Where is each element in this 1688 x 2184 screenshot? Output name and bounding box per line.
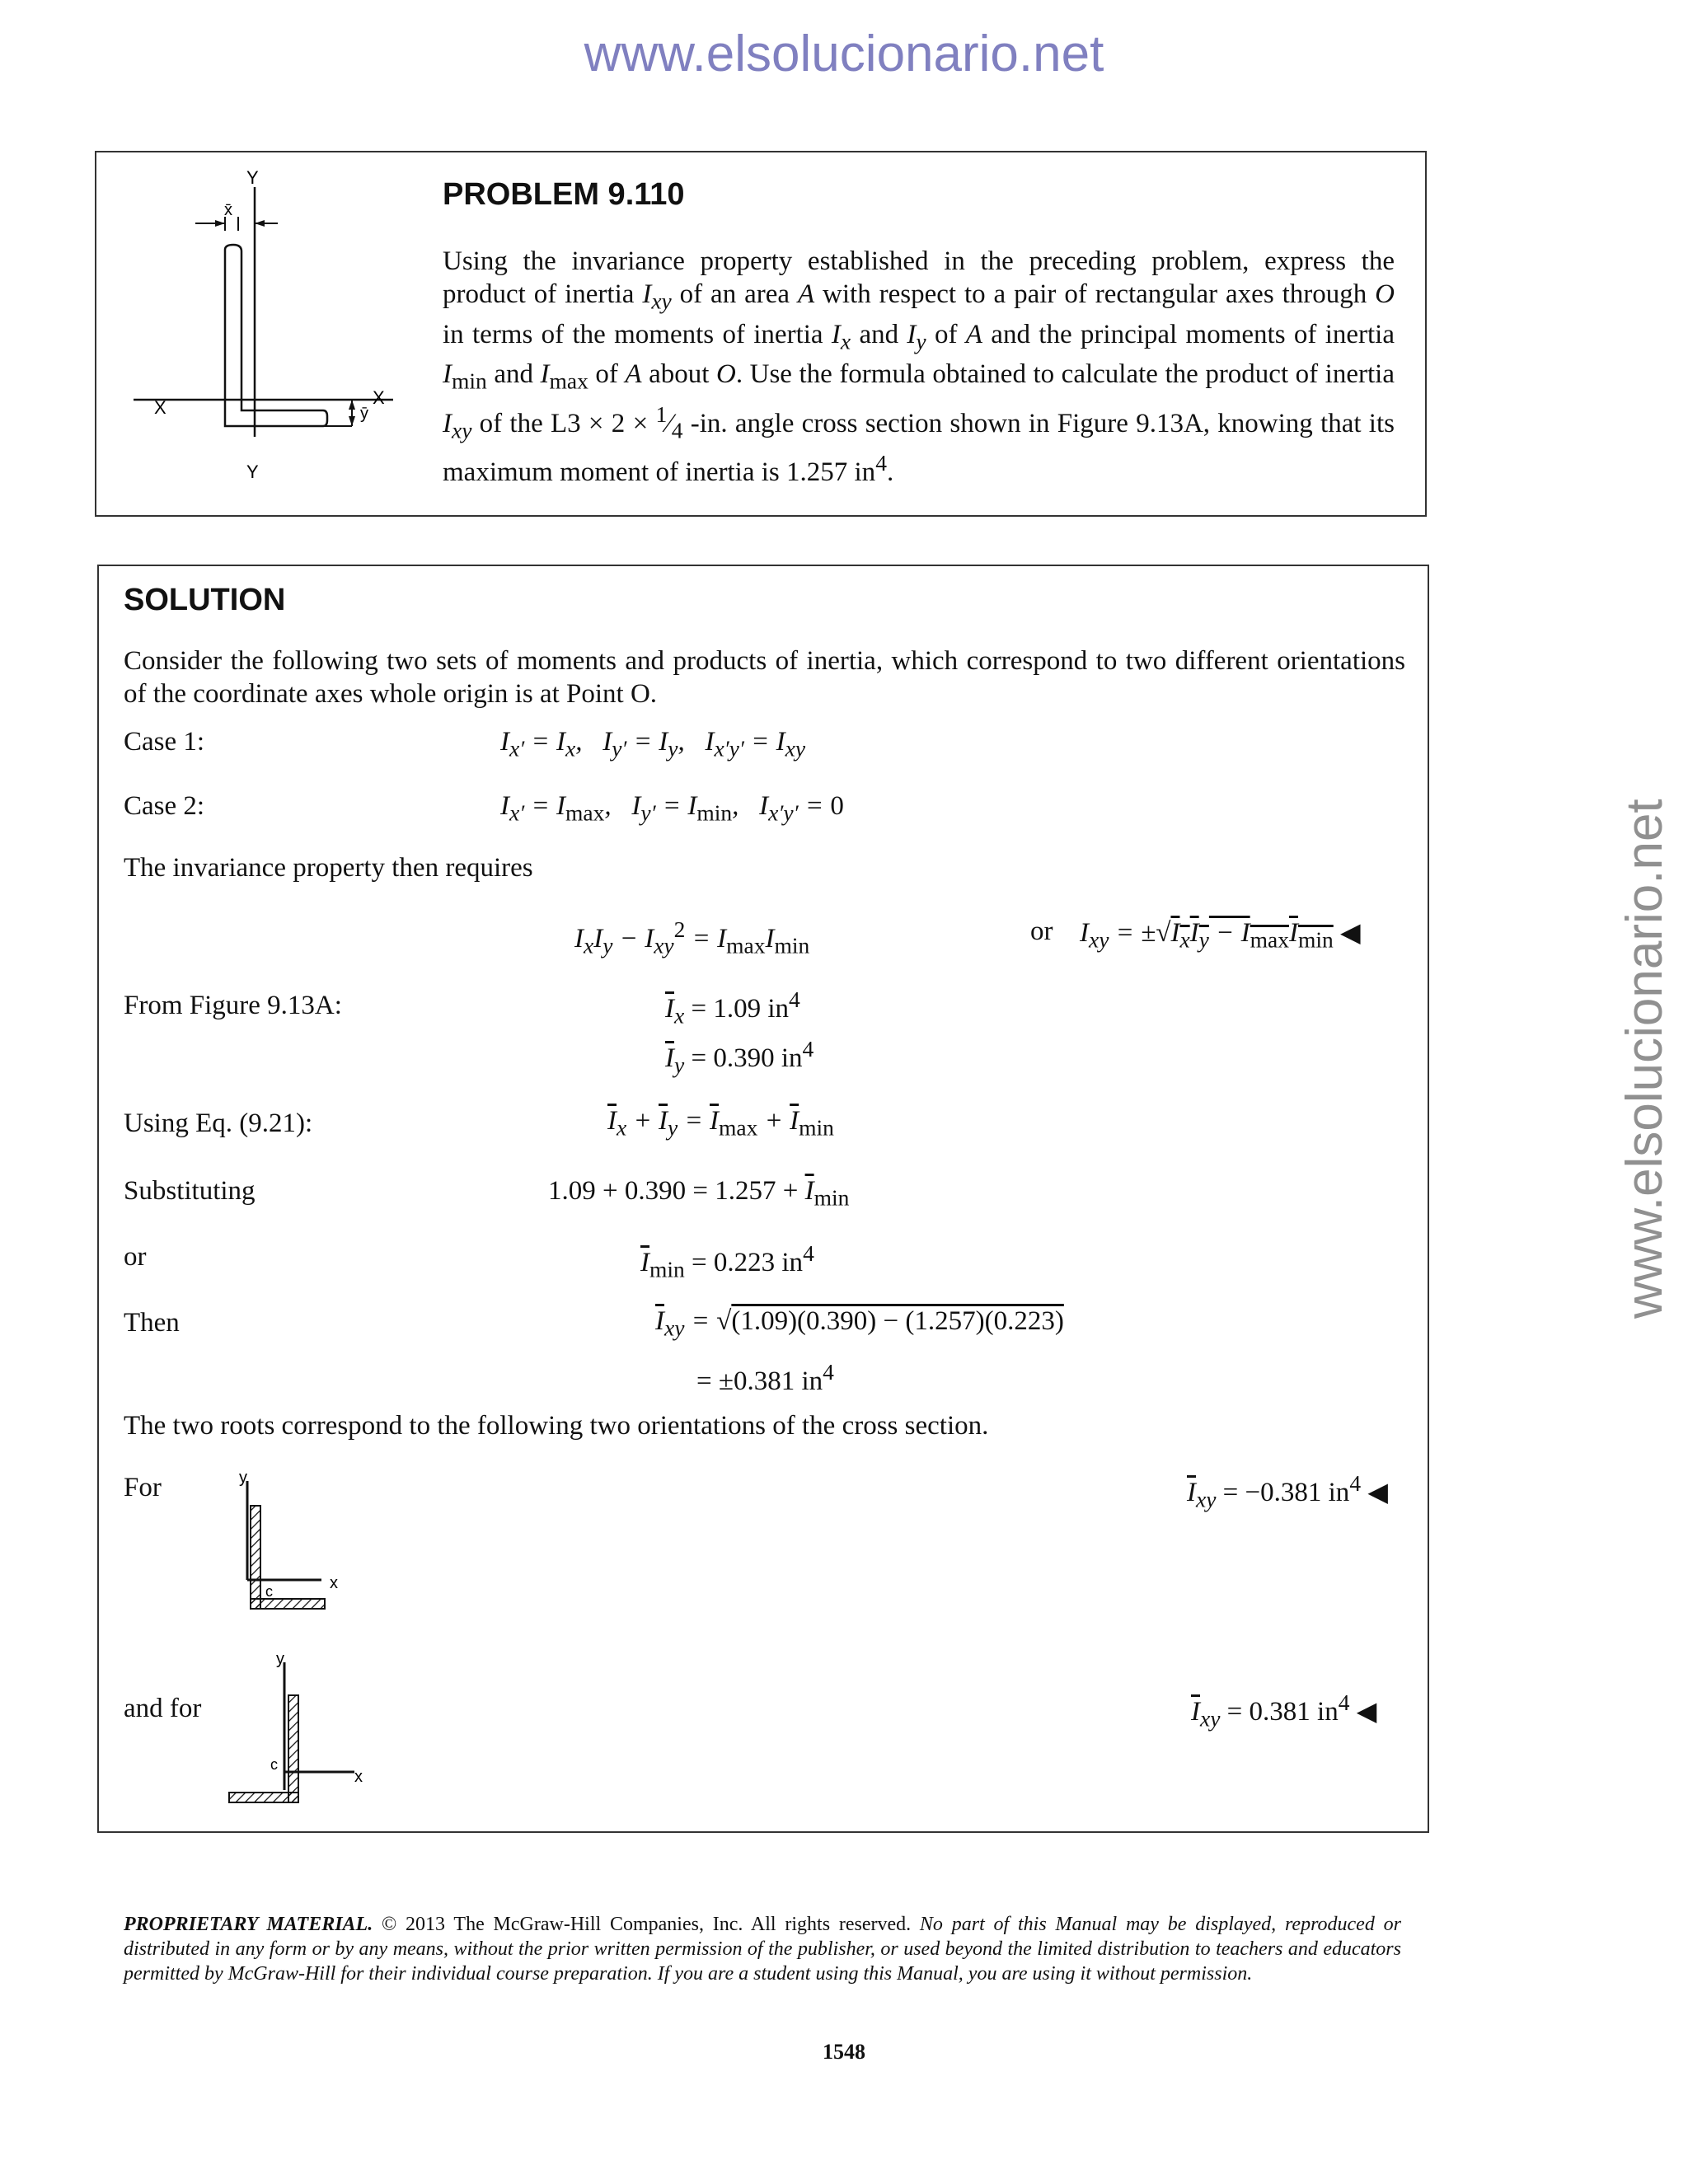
ix-equation: $\overline{I}_x = 1.09$ $in^4$ [665,987,800,1029]
invariance-equation: $I_xI_y - I_{xy}^2 = I_{max}I_{min}$ [574,916,810,958]
or2-label: or [124,1242,147,1272]
problem-box [95,151,1427,517]
ybar-label: ȳ [360,405,368,423]
imin-equation: $\overline{I}_{min} = 0.223$ $in^4$ [640,1240,814,1282]
sketch1-x-label: x [330,1574,338,1592]
problem-title: PROBLEM 9.110 [443,177,685,212]
orientation-2-sketch [206,1654,387,1811]
roots-text: The two roots correspond to the following two orientations of the cross section. [124,1411,989,1441]
x-axis-label-left: X [154,397,166,418]
invariance-text: The invariance property then requires [124,853,533,883]
solution-box [97,565,1429,1833]
page-number: 1548 [823,2040,865,2064]
then-label: Then [124,1308,180,1338]
sketch2-c-label: c [270,1756,278,1773]
problem-text: Using the invariance property established in the preceding problem, express the product of inertia $I_{xy}$ of an area A with respect to a pair of rectangular axes through O in terms of the moments of inertia $I_x$ and $I_y$ of A and the principal moments of inertia $I_{min}$ and $I_{max}$ of A about O. Use the formula obtained to calculate the product of inertia $I_{xy}$ of the $L3 \times 2 \times ^1⁄_4$ -in. angle cross section shown in Figure 9.13A, knowing that its maximum moment of inertia is 1.257 $in^4$. [443,246,1395,488]
xbar-label: x̄ [224,201,232,219]
solution-title: SOLUTION [124,583,286,617]
orientation-1-sketch [223,1473,387,1629]
for-label: For [124,1473,162,1502]
watermark-side: www.elsolucionario.net [1616,799,1673,1319]
copyright-footer: PROPRIETARY MATERIAL. © 2013 The McGraw-Hill Companies, Inc. All rights reserved. No part of this Manual may be displayed, reproduced or distributed in any form or by any means, without the prior written permission of the publisher, or used beyond the limited distribution to teachers and educators permitted by McGraw-Hill for their individual course preparation. If you are a student using this Manual, you are using it without permission. [124,1914,1401,1985]
case1-label: Case 1: [124,727,205,757]
iy-equation: $\overline{I}_y = 0.390$ $in^4$ [665,1036,814,1078]
substituting-equation: $1.09 + 0.390 = 1.257 + \overline{I}_{min}$ [548,1176,850,1211]
substituting-label: Substituting [124,1176,256,1206]
sketch1-c-label: c [265,1583,273,1600]
or-label: or [1030,916,1053,946]
x-axis-label-right: X [373,387,385,408]
eq-921: $\overline{I}_x + \overline{I}_y = \overline{I}_{max} + \overline{I}_{min}$ [607,1106,834,1141]
ixy-formula: $I_{xy} = \pm√I_xI_y - I_{max}I_{min}$ ◀ [1080,917,1361,953]
solution-intro: Consider the following two sets of moments and products of inertia, which correspond to two different orientations of the coordinate axes whole origin is at Point O. [124,646,1405,709]
ixy-calc: $\overline{I}_{xy} = √(1.09)(0.390) - (1.257)(0.223)$ [655,1306,1064,1341]
case2-equation: $I_{x'} = I_{max}$, $I_{y'} = I_{min}$, $I_{x'y'} = 0$ [500,791,844,826]
sketch2-x-label: x [354,1768,363,1786]
y-axis-label-bottom: Y [246,462,259,482]
case2-label: Case 2: [124,791,205,821]
ixy-result: = ±0.381 $in^4$ [696,1359,834,1396]
result1: $\overline{I}_{xy} = -0.381$ $in^4$ ◀ [1187,1470,1388,1512]
using-eq-label: Using Eq. (9.21): [124,1108,313,1138]
and-for-label: and for [124,1694,202,1723]
result2: $\overline{I}_{xy} = 0.381$ $in^4$ ◀ [1191,1690,1377,1732]
sketch1-y-label: y [239,1473,247,1487]
case1-equation: $I_{x'} = I_x$, $I_{y'} = I_y$, $I_{x'y'} = I_{xy}$ [500,727,806,762]
from-figure-label: From Figure 9.13A: [124,991,342,1020]
watermark-top: www.elsolucionario.net [584,26,1104,82]
y-axis-label-top: Y [246,169,259,188]
sketch2-y-label: y [276,1654,284,1668]
angle-section-figure [113,169,393,499]
